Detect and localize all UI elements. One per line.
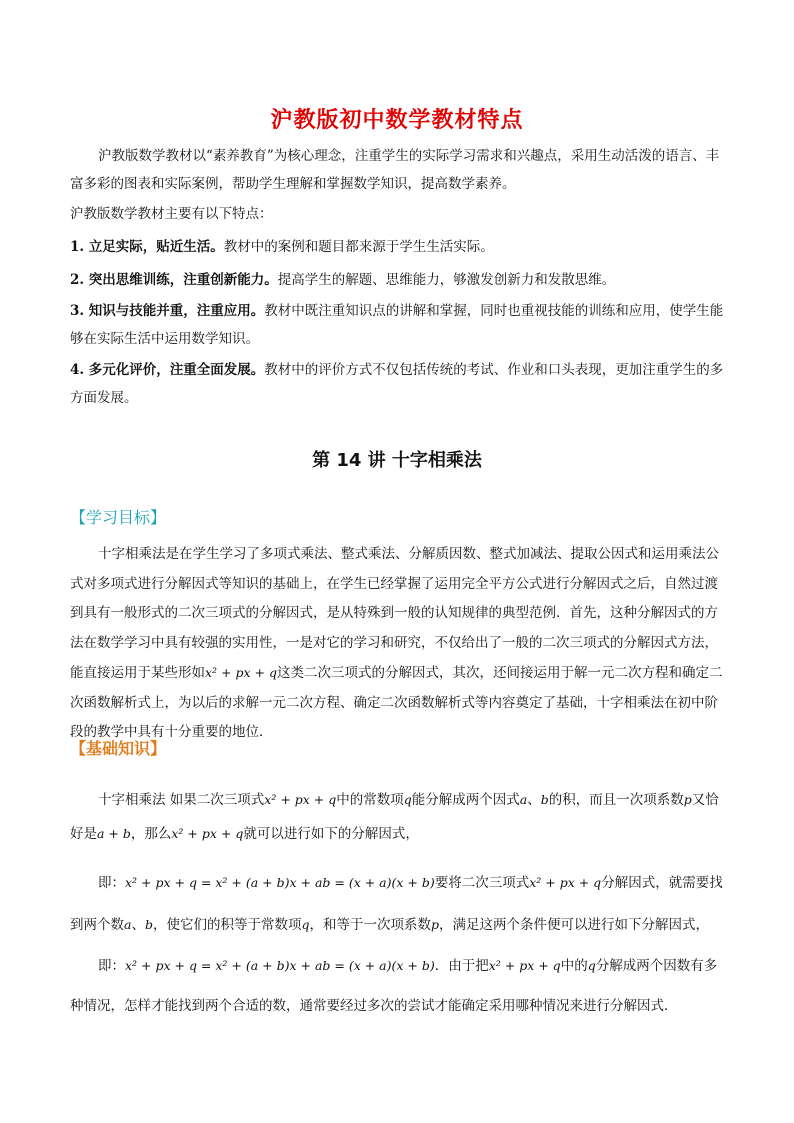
text: 即： xyxy=(98,875,125,891)
text: 中的常数项 xyxy=(336,792,404,808)
text: ，使它们的积等于常数项 xyxy=(152,917,302,933)
feature-heading: 4. 多元化评价，注重全面发展。 xyxy=(70,362,265,378)
formula: x² + px + q xyxy=(488,958,561,973)
feature-text: 教材中的评价方式不仅包括传统的考试、作业和口头表现，更加注重学生的多方面发展。 xyxy=(70,362,724,406)
feature-heading: 2. 突出思维训练，注重创新能力。 xyxy=(70,272,278,288)
text: 分解成两个因数有多种情况，怎样才能找到两个合适的数，通常要经过多次的尝试才能确定采用哪种情况来进行分解因式． xyxy=(70,958,718,1014)
text: 、 xyxy=(527,792,541,808)
formula: x² + px + q xyxy=(171,826,244,841)
formula: x² + px + q xyxy=(529,875,602,890)
text: 又恰好是 xyxy=(70,792,719,842)
text: ，满足这两个条件便可以进行如下分解因式， xyxy=(439,917,709,933)
formula: x² + px + q = x² + (a + b)x + ab = (x + a)(x + b) xyxy=(125,875,435,890)
feature-text: 教材中既注重知识点的讲解和掌握，同时也重视技能的训练和应用，使学生能够在实际生活中运用数学知识。 xyxy=(70,303,724,347)
text: 要将二次三项式 xyxy=(434,875,530,891)
feature-text: 提高学生的解题、思维能力，够激发创新力和发散思维。 xyxy=(277,272,616,288)
formula: a xyxy=(124,917,132,932)
formula: x² + px + q xyxy=(264,792,337,807)
feature-item xyxy=(70,266,726,294)
section-heading-basics: 【基础知识】 xyxy=(70,739,167,758)
goals-text-a: 十字相乘法是在学生学习了多项式乘法、整式乘法、分解质因数、整式加减法、提取公因式和运用乘法公式对多项式进行分解因式等知识的基础上，在学生已经掌握了运用完全平方公式进行分解因式之后，自然过渡到具有一般形式的二次三项式的分解因式，是从特殊到一般的认知规律的典型范例．首先，这种分解因式的方法在数学学习中具有较强的实用性，一是对它的学习和研究，不仅给出了一般的二次三项式的分解因式方法，能直接运用于某些形如 xyxy=(70,546,719,681)
feature-item xyxy=(70,297,726,353)
formula: a xyxy=(519,792,528,807)
basics-paragraph-2 xyxy=(70,862,726,946)
formula: x² + px + q = x² + (a + b)x + ab = (x + a)(x + b) xyxy=(125,958,435,973)
basics-paragraph-3 xyxy=(70,946,726,1026)
feature-text: 教材中的案例和题目都来源于学生生活实际。 xyxy=(223,239,494,255)
formula: p xyxy=(683,792,692,807)
formula: p xyxy=(430,917,439,932)
lecture-title: 第 14 讲 十字相乘法 xyxy=(312,450,482,471)
text: ，那么 xyxy=(130,826,172,842)
text: 的积，而且一次项系数 xyxy=(548,792,684,808)
text: 分解因式，就需要找到两个数 xyxy=(70,875,723,933)
formula: q xyxy=(587,958,596,973)
goals-text-b: 这类二次三项式的分解因式，其次，还间接运用于解一元二次方程和确定二次函数解析式上，为以后的求解一元二次方程、确定二次函数解析式等内容奠定了基础，十字相乘法在初中阶段的教学中具有十分重要的地位． xyxy=(70,665,723,740)
formula: a + b xyxy=(97,826,131,841)
features-lead: 沪教版数学教材主要有以下特点： xyxy=(70,206,273,222)
text: 能分解成两个因式 xyxy=(411,792,520,808)
section-heading-goals: 【学习目标】 xyxy=(70,508,167,527)
text: 就可以进行如下的分解因式， xyxy=(243,826,419,842)
feature-heading: 1. 立足实际，贴近生活。 xyxy=(70,239,224,255)
formula: q xyxy=(301,917,310,932)
text: ，和等于一次项系数 xyxy=(309,917,431,933)
text: ．由于把 xyxy=(434,958,489,974)
text: 、 xyxy=(131,917,145,933)
goals-paragraph xyxy=(70,540,726,748)
feature-item xyxy=(70,233,726,261)
formula: x² + px + q xyxy=(205,665,277,680)
formula: b xyxy=(144,917,153,932)
formula: q xyxy=(403,792,412,807)
text: 十字相乘法 如果二次三项式 xyxy=(98,792,265,808)
formula: b xyxy=(540,792,549,807)
text: 中的 xyxy=(560,958,588,974)
basics-paragraph-1 xyxy=(70,783,726,851)
page-title: 沪教版初中数学教材特点 xyxy=(270,108,524,133)
intro-paragraph: 沪教版数学教材以“素养教育”为核心理念，注重学生的实际学习需求和兴趣点，采用生动活泼的语言、丰富多彩的图表和实际案例，帮助学生理解和掌握数学知识，提高数学素养。 xyxy=(70,148,720,192)
feature-heading: 3. 知识与技能并重，注重应用。 xyxy=(70,303,265,319)
feature-item xyxy=(70,356,726,412)
text: 即： xyxy=(98,958,125,974)
